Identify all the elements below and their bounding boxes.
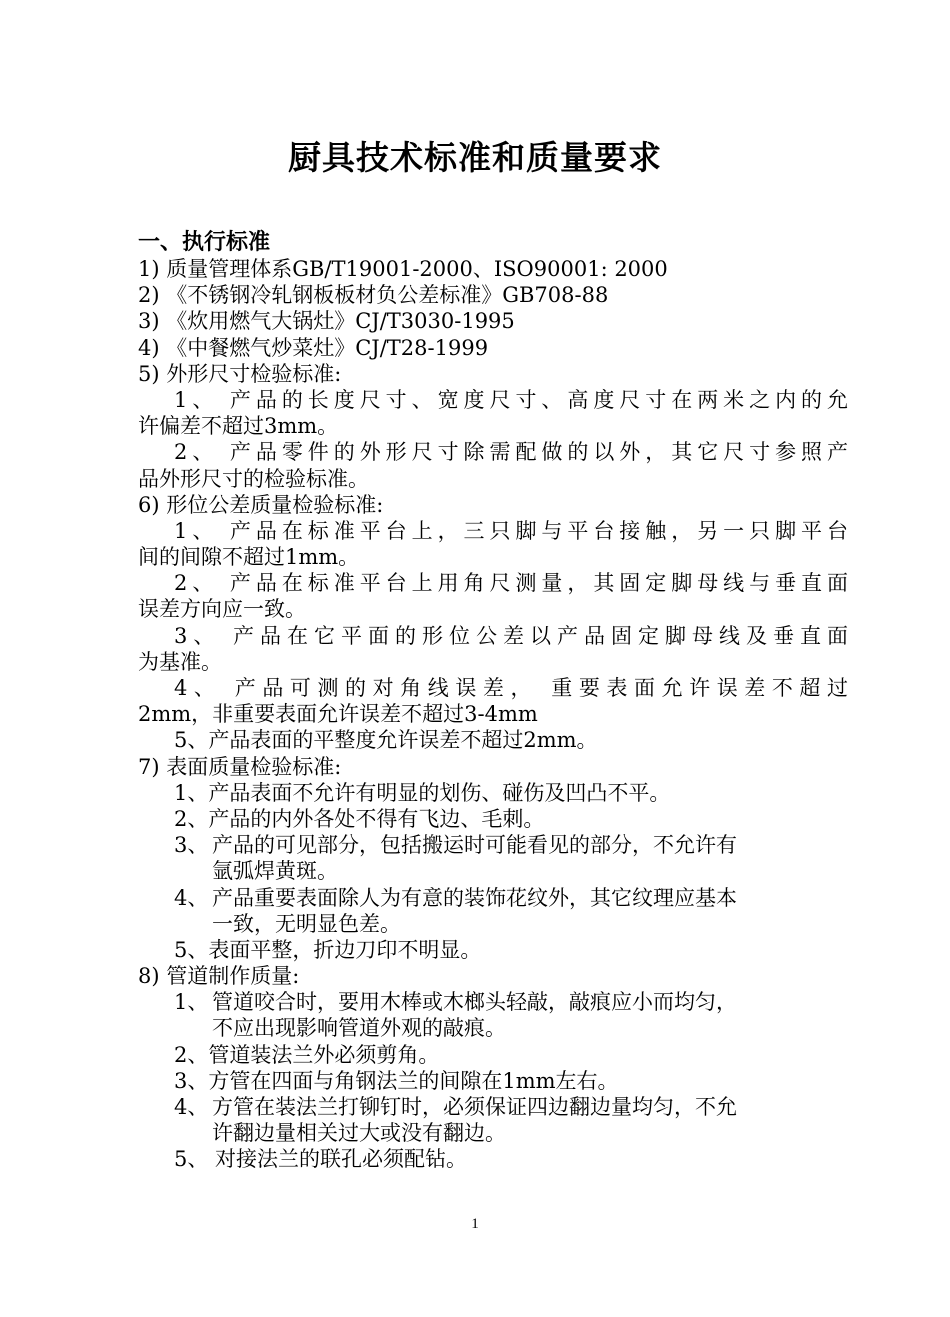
s7-item-5: 5、表面平整，折边刀印不明显。 — [174, 937, 482, 962]
s6-item-3-line-1: 3、 产品在它平面的形位公差以产品固定脚母线及垂直面 — [174, 623, 848, 648]
page-number: 1 — [471, 1216, 479, 1232]
s8-item-1-line-2: 不应出现影响管道外观的敲痕。 — [212, 1016, 506, 1041]
subsection-6-heading: 6) 形位公差质量检验标准: — [138, 492, 384, 517]
s5-item-2-line-2: 品外形尺寸的检验标准。 — [138, 466, 369, 491]
s7-item-4-number: 4、 — [174, 885, 209, 910]
s7-item-2: 2、产品的内外各处不得有飞边、毛刺。 — [174, 806, 545, 831]
s8-item-4-line-1 — [138, 1094, 848, 1120]
s6-item-4-line-2: 2mm，非重要表面允许误差不超过3-4mm — [138, 702, 538, 727]
document-body — [138, 228, 848, 1173]
s7-item-4-line-1 — [138, 885, 848, 911]
s6-item-5: 5、产品表面的平整度允许误差不超过2mm。 — [174, 728, 598, 753]
s7-item-4-text: 产品重要表面除人为有意的装饰花纹外，其它纹理应基本 — [212, 885, 737, 910]
s8-item-3: 3、方管在四面与角钢法兰的间隙在1mm左右。 — [174, 1068, 619, 1093]
page-title: 厨具技术标准和质量要求 — [288, 138, 662, 177]
s8-item-4-line-2: 许翻边量相关过大或没有翻边。 — [212, 1121, 506, 1146]
s7-item-4-line-2: 一致，无明显色差。 — [212, 911, 401, 936]
s5-item-1-line-1: 1、 产品的长度尺寸、宽度尺寸、高度尺寸在两米之内的允 — [174, 387, 848, 412]
s7-item-3-number: 3、 — [174, 833, 209, 858]
s8-item-4-text: 方管在装法兰打铆钉时，必须保证四边翻边量均匀，不允 — [212, 1095, 737, 1119]
standard-item-1: 1) 质量管理体系GB/T19001-2000、ISO90001: 2000 — [138, 257, 668, 281]
section-heading: 一、执行标准 — [138, 229, 271, 255]
subsection-7-heading: 7) 表面质量检验标准: — [138, 754, 342, 779]
subsection-8-heading: 8) 管道制作质量: — [138, 964, 300, 989]
standard-item-4: 4) 《中餐燃气炒菜灶》CJ/T28-1999 — [138, 335, 489, 360]
s5-item-1-line-2: 许偏差不超过3mm。 — [138, 414, 339, 439]
s6-item-2-line-2: 误差方向应一致。 — [138, 597, 306, 622]
s8-item-5: 5、 对接法兰的联孔必须配钻。 — [174, 1147, 468, 1172]
s6-item-3-line-2: 为基准。 — [138, 649, 222, 674]
s6-item-1-line-1: 1、 产品在标准平台上，三只脚与平台接触，另一只脚平台 — [174, 518, 848, 543]
s6-item-1-line-2: 间的间隙不超过1mm。 — [138, 545, 360, 570]
subsection-5-heading: 5) 外形尺寸检验标准: — [138, 361, 342, 386]
s7-item-3-text: 产品的可见部分，包括搬运时可能看见的部分，不允许有 — [212, 833, 737, 858]
s6-item-4-line-1: 4、 产品可测的对角线误差， 重要表面允许误差不超过 — [174, 676, 848, 700]
standard-item-2: 2) 《不锈钢冷轧钢板板材负公差标准》GB708-88 — [138, 283, 609, 308]
s7-item-1: 1、产品表面不允许有明显的划伤、碰伤及凹凸不平。 — [174, 780, 671, 805]
s7-item-3-line-1 — [138, 832, 848, 858]
s8-item-1-number: 1、 — [174, 990, 209, 1015]
s5-item-2-line-1: 2、 产品零件的外形尺寸除需配做的以外，其它尺寸参照产 — [174, 440, 848, 465]
standard-item-3: 3) 《炊用燃气大锅灶》CJ/T3030-1995 — [138, 309, 515, 334]
s8-item-1-text: 管道咬合时，要用木棒或木榔头轻敲，敲痕应小而均匀， — [212, 990, 737, 1015]
s8-item-1-line-1 — [138, 989, 848, 1015]
s8-item-4-number: 4、 — [174, 1095, 209, 1119]
s7-item-3-line-2: 氩弧焊黄斑。 — [212, 859, 338, 884]
s6-item-2-line-1: 2、 产品在标准平台上用角尺测量，其固定脚母线与垂直面 — [174, 571, 848, 596]
s8-item-2: 2、管道装法兰外必须剪角。 — [174, 1042, 440, 1067]
